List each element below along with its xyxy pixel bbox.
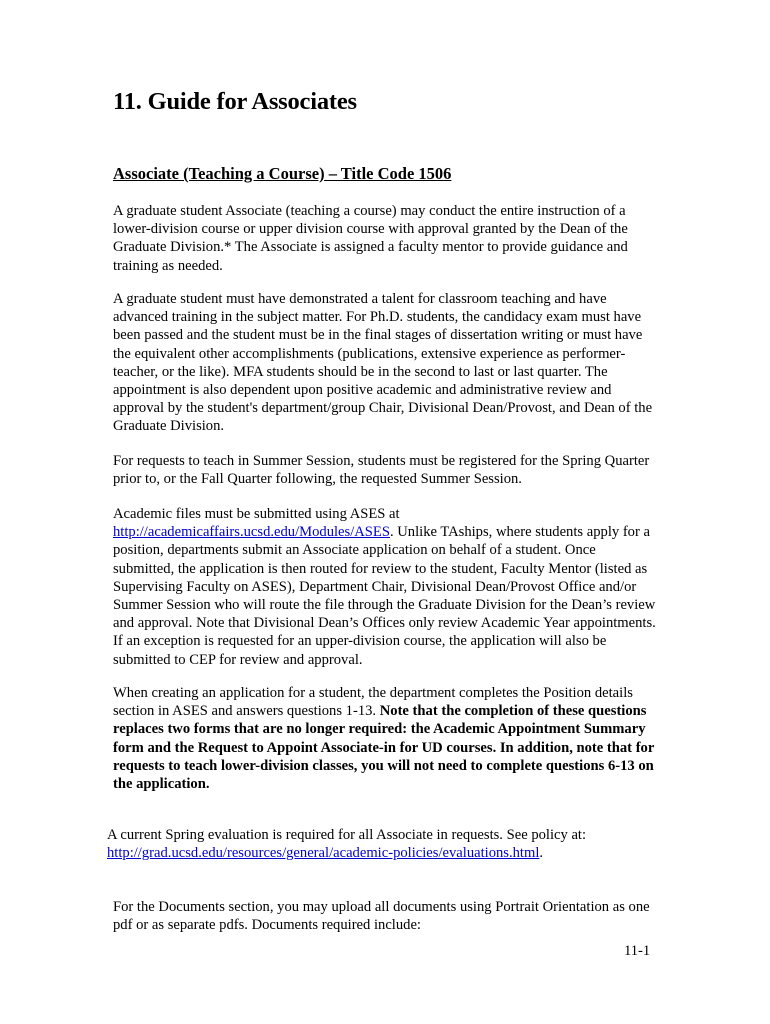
page-number: 11-1: [624, 943, 651, 959]
paragraph-ases: [113, 505, 658, 669]
ases-rest-text: . Unlike TAships, where students apply for a position, departments submit an Associate application on behalf of a student. Once submitted, the application is then routed for review to the student, Faculty Mentor (listed as Supervising Faculty on ASES), Department Chair, Divisional Dean/Provost Office and/or Summer Session who will route the file through the Graduate Division for the Dean’s review and approval. Note that Divisional Dean’s Offices only review Academic Year appointments. If an exception is requested for an upper-division course, the application will also be submitted to CEP for review and approval.: [113, 524, 656, 668]
application-bold-note: Note that the completion of these questions replaces two forms that are no longer required: the Academic Appointment Summary form and the Request to Appoint Associate-in for UD courses. In addition, note that for requests to teach lower-division classes, you will not need to complete questions 6-13 on the application.: [113, 703, 655, 793]
ases-intro-text: Academic files must be submitted using ASES at: [113, 506, 400, 522]
paragraph-summer-session: For requests to teach in Summer Session, students must be registered for the Spring Quarter prior to, or the Fall Quarter following, the requested Summer Session.: [113, 453, 650, 488]
evaluation-text: A current Spring evaluation is required for all Associate in requests. See policy at:: [107, 827, 587, 843]
ases-link[interactable]: http://academicaffairs.ucsd.edu/Modules/ASES: [113, 524, 390, 541]
paragraph-evaluation: [107, 826, 667, 862]
evaluation-policy-link[interactable]: http://grad.ucsd.edu/resources/general/academic-policies/evaluations.html: [107, 845, 540, 862]
section-heading: Associate (Teaching a Course) – Title Code 1506: [113, 164, 452, 183]
paragraph-eligibility: A graduate student must have demonstrated a talent for classroom teaching and have advanced training in the subject matter. For Ph.D. students, the candidacy exam must have been passed and the student must be in the final stages of dissertation writing or must have the equivalent other accomplishments (publications, extensive experience as performer-teacher, or the like). MFA students should be in the second to last or last quarter. The appointment is also dependent upon positive academic and administrative review and approval by the student's department/group Chair, Divisional Dean/Provost, and Dean of the Graduate Division.: [113, 291, 653, 435]
paragraph-application: [113, 684, 658, 793]
application-plain-text: When creating an application for a student, the department completes the Position details section in ASES and answers questions 1-13.: [113, 685, 633, 720]
evaluation-period: .: [539, 845, 544, 862]
page-title: 11. Guide for Associates: [113, 88, 357, 115]
paragraph-role: A graduate student Associate (teaching a course) may conduct the entire instruction of a lower-division course or upper division course with approval granted by the Dean of the Graduate Division.* The Associate is assigned a faculty mentor to provide guidance and training as needed.: [113, 203, 628, 274]
paragraph-documents: For the Documents section, you may upload all documents using Portrait Orientation as one pdf or as separate pdfs. Documents required include:: [113, 899, 650, 934]
